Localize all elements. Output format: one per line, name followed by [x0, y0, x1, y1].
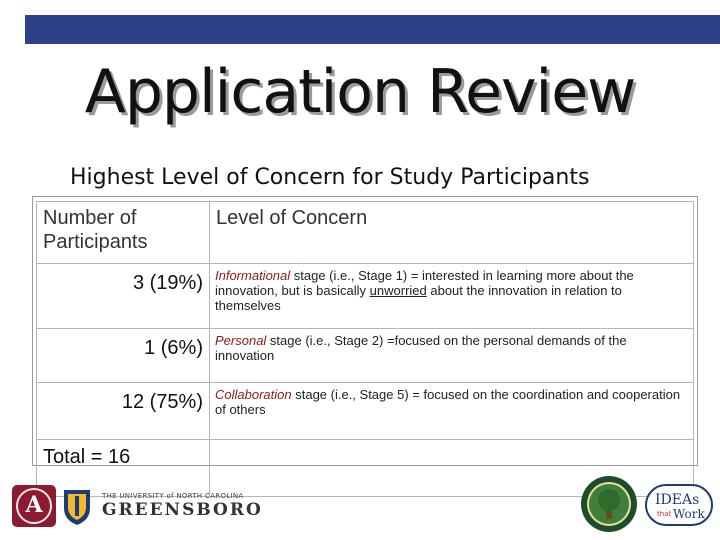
alabama-logo [12, 485, 56, 527]
description-text: stage (i.e., Stage 2) =focused on the personal demands of the innovation [215, 333, 627, 363]
ideas-word: IDEAs [655, 492, 700, 508]
uncg-wordmark: GREENSBORO [102, 500, 263, 520]
concern-description [210, 264, 694, 329]
department-seal-icon [580, 475, 638, 533]
stage-label: Informational [215, 268, 291, 283]
logo-letter: A [25, 492, 43, 518]
description-text: stage (i.e., Stage 5) = focused on the coordination and cooperation of others [215, 387, 681, 417]
table-row [37, 329, 694, 383]
participant-count: 12 (75%) [37, 383, 210, 440]
header-participants: Number of Participants [37, 202, 210, 264]
ideas-that: that [657, 510, 672, 518]
table-row [37, 264, 694, 329]
table-header-row [37, 202, 694, 264]
description-text: stage (i.e., Stage 1) = interested in learning more about the innovation, but is basically [215, 268, 634, 298]
top-accent-bar [25, 15, 720, 44]
ideas-work: Work [673, 507, 705, 521]
table-row [37, 383, 694, 440]
stage-label: Personal [215, 333, 267, 348]
slide-title: Application Review [84, 57, 636, 127]
total-participants: Total = 16 [37, 440, 210, 497]
concern-table-frame [32, 196, 698, 466]
slide-subtitle: Highest Level of Concern for Study Participants [70, 165, 590, 190]
description-underlined: unworried [369, 283, 427, 298]
stage-label: Collaboration [215, 387, 292, 402]
participant-count: 1 (6%) [37, 329, 210, 383]
concern-table [36, 201, 694, 497]
concern-description [210, 329, 694, 383]
shield-logo-icon [62, 486, 92, 526]
uncg-caption: THE UNIVERSITY of NORTH CAROLINA [102, 492, 244, 500]
header-concern: Level of Concern [210, 202, 694, 264]
ideas-that-work-logo-icon [645, 484, 713, 526]
description-text-end: about the innovation in relation to themselves [215, 283, 622, 313]
participant-count: 3 (19%) [37, 264, 210, 329]
concern-description [210, 383, 694, 440]
